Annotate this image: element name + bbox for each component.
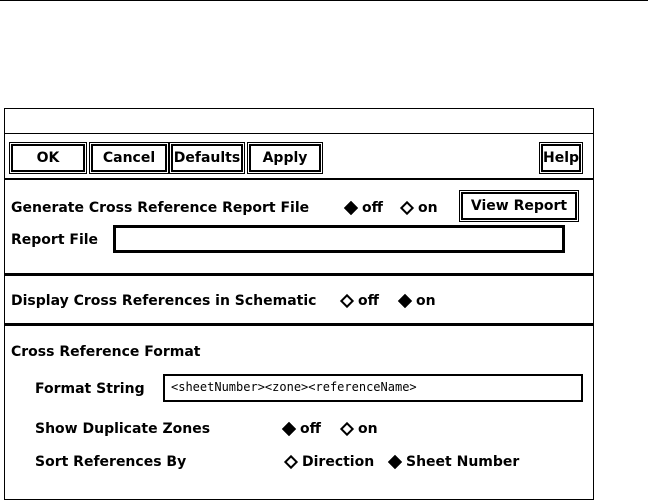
help-button[interactable]: Help <box>541 144 581 172</box>
radio-unselected-icon <box>340 422 354 436</box>
radio-selected-icon <box>388 455 402 469</box>
sort-sheet-number-radio[interactable] <box>387 454 519 470</box>
radio-selected-icon <box>344 201 358 215</box>
radio-unselected-icon <box>400 201 414 215</box>
sort-sheet-number-label: Sheet Number <box>406 454 520 470</box>
top-divider-line <box>0 0 648 1</box>
apply-button[interactable]: Apply <box>249 144 321 172</box>
display-on-radio[interactable] <box>397 293 436 309</box>
report-file-section <box>5 180 593 276</box>
display-cross-references-label: Display Cross References in Schematic <box>11 293 317 309</box>
report-file-label: Report File <box>11 232 99 248</box>
dialog-title-bar <box>5 109 593 134</box>
radio-selected-icon <box>398 294 412 308</box>
display-on-label: on <box>416 293 436 309</box>
format-string-label: Format String <box>35 381 145 397</box>
cross-reference-dialog <box>4 108 594 500</box>
show-duplicate-zones-label: Show Duplicate Zones <box>35 421 211 437</box>
sort-direction-radio[interactable] <box>283 454 374 470</box>
duplicate-zones-on-radio[interactable] <box>339 421 378 437</box>
sort-direction-label: Direction <box>302 454 375 470</box>
report-file-input[interactable] <box>113 225 565 253</box>
generate-report-label: Generate Cross Reference Report File <box>11 200 310 216</box>
duplicate-zones-on-label: on <box>358 421 378 437</box>
display-off-label: off <box>358 293 379 309</box>
display-section <box>5 276 593 326</box>
view-report-button[interactable]: View Report <box>461 192 577 220</box>
radio-unselected-icon <box>340 294 354 308</box>
radio-selected-icon <box>282 422 296 436</box>
radio-unselected-icon <box>284 455 298 469</box>
generate-report-off-label: off <box>362 200 383 216</box>
sort-references-label: Sort References By <box>35 454 187 470</box>
generate-report-off-radio[interactable] <box>343 200 383 216</box>
generate-report-on-radio[interactable] <box>399 200 438 216</box>
cross-reference-format-heading: Cross Reference Format <box>11 344 201 360</box>
cancel-button[interactable]: Cancel <box>91 144 167 172</box>
format-section <box>5 326 593 496</box>
defaults-button[interactable]: Defaults <box>171 144 243 172</box>
ok-button[interactable]: OK <box>11 144 85 172</box>
button-toolbar <box>5 134 593 180</box>
duplicate-zones-off-label: off <box>300 421 321 437</box>
generate-report-on-label: on <box>418 200 438 216</box>
display-off-radio[interactable] <box>339 293 379 309</box>
duplicate-zones-off-radio[interactable] <box>281 421 321 437</box>
format-string-input[interactable]: <sheetNumber><zone><referenceName> <box>163 374 583 402</box>
